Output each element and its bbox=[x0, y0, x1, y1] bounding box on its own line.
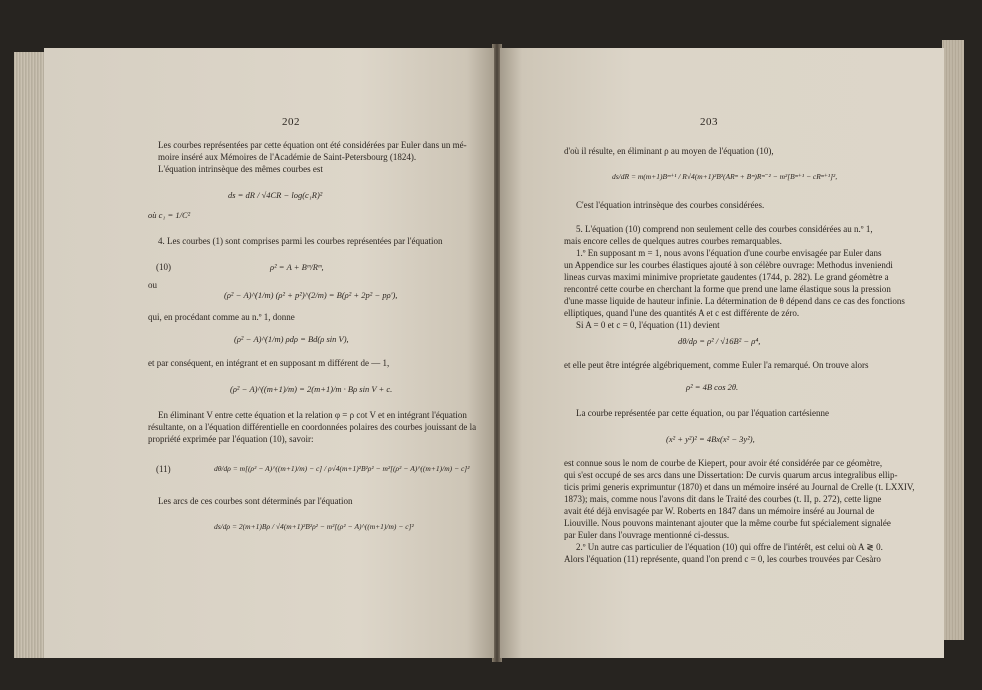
text-line: d'une masse liquide de hauteur infinie. La détermination de θ dépend dans ce cas des fonctions bbox=[564, 296, 905, 306]
right-page-number: 203 bbox=[700, 116, 718, 128]
equation: ρ² = 4B cos 2θ. bbox=[686, 382, 739, 392]
text-line: avait été déjà envisagée par W. Roberts en 1847 dans un mémoire inséré au Journal de bbox=[564, 506, 875, 516]
text-line: ticis primi generis exprimuntur (1870) et dans un mémoire inséré au Journal de Crelle (t. LXXIV, bbox=[564, 482, 915, 492]
text-line: Les arcs de ces courbes sont déterminés par l'équation bbox=[158, 496, 353, 506]
equation: ds = dR / √4CR − log(c₁R)² bbox=[228, 190, 323, 200]
equation: dθ/dρ = m[(ρ² − A)^((m+1)/m) − c] / ρ√4(m+1)²B²ρ² − m²[(ρ² − A)^((m+1)/m) − c]² bbox=[214, 464, 470, 473]
equation-label: (11) bbox=[156, 464, 171, 474]
text-line: En éliminant V entre cette équation et la relation φ = ρ cot V et en intégrant l'équation bbox=[158, 410, 467, 420]
text-line: d'où il résulte, en éliminant ρ au moyen de l'équation (10), bbox=[564, 146, 774, 156]
text-line: propriété exprimée par l'équation (10), savoir: bbox=[148, 434, 314, 444]
right-page bbox=[500, 48, 944, 658]
left-page-edges bbox=[14, 52, 46, 658]
equation: (ρ² − A)^(1/m) ρdρ = Bd(ρ sin V), bbox=[234, 334, 349, 344]
text-line: est connue sous le nom de courbe de Kiepert, pour avoir été considérée par ce géomètre, bbox=[564, 458, 883, 468]
equation: (x² + y²)² = 4Bx(x² − 3y²), bbox=[666, 434, 755, 444]
text-line: mais encore celles de quelques autres courbes remarquables. bbox=[564, 236, 782, 246]
text-line: C'est l'équation intrinsèque des courbes considérées. bbox=[576, 200, 765, 210]
text-line: qui s'est occupé de ses arcs dans une Dissertation: De curvis quarum arcus integralibus ellip- bbox=[564, 470, 898, 480]
equation: dθ/dρ = ρ² / √16B² − ρ⁴, bbox=[678, 336, 761, 346]
text-line: 1873); mais, comme nous l'avons dit dans le Traité des courbes (t. II, p. 272), cette ligne bbox=[564, 494, 882, 504]
text-line: lineas curvas maximi minimive proprietate gaudentes (1744, p. 282). Le grand géomètre a bbox=[564, 272, 889, 282]
right-page-edges bbox=[942, 40, 964, 640]
text-line: par Euler dans l'ouvrage mentionné ci-dessus. bbox=[564, 530, 730, 540]
text-line: un Appendice sur les courbes élastiques ajouté à son célèbre ouvrage: Methodus inveniendi bbox=[564, 260, 893, 270]
text-line: Si A = 0 et c = 0, l'équation (11) devient bbox=[576, 320, 720, 330]
equation: (ρ² − A)^(1/m) (ρ² + p²)^(2/m) = B(ρ² + 2p² − pρ'), bbox=[224, 290, 398, 300]
text-line: 2.º Un autre cas particulier de l'équation (10) qui offre de l'intérêt, est celui où A ≷ 0. bbox=[576, 542, 883, 552]
text-line: 5. L'équation (10) comprend non seulement celle des courbes considérées au n.º 1, bbox=[576, 224, 873, 234]
text-line: et par conséquent, en intégrant et en supposant m différent de — 1, bbox=[148, 358, 390, 368]
equation: ds/dR = m(m+1)Bᵐ⁺¹ / R√4(m+1)²B²(ARᵐ + Bᵐ)Rᵐ⁻² − m²[Bᵐ⁺¹ − cRᵐ⁺¹]², bbox=[612, 172, 838, 181]
text-line: Les courbes représentées par cette équation ont été considérées par Euler dans un mé- bbox=[158, 140, 467, 150]
text-line: rencontré cette courbe en cherchant la forme que prend une lame élastique sous la pression bbox=[564, 284, 891, 294]
text-line: ou bbox=[148, 280, 157, 290]
text-line: résultante, on a l'équation différentielle en coordonnées polaires des courbes jouissant de la bbox=[148, 422, 477, 432]
text-line: et elle peut être intégrée algébriquement, comme Euler l'a remarqué. On trouve alors bbox=[564, 360, 869, 370]
text-line: 4. Les courbes (1) sont comprises parmi les courbes représentées par l'équation bbox=[158, 236, 443, 246]
text-line: 1.º En supposant m = 1, nous avons l'équation d'une courbe envisagée par Euler dans bbox=[576, 248, 882, 258]
equation-label: (10) bbox=[156, 262, 171, 272]
text-line: L'équation intrinsèque des mêmes courbes est bbox=[158, 164, 323, 174]
equation: ρ² = A + Bᵐ/Rᵐ, bbox=[270, 262, 324, 272]
equation: (ρ² − A)^((m+1)/m) = 2(m+1)/m · Bρ sin V + c. bbox=[230, 384, 393, 394]
text-line: qui, en procédant comme au n.º 1, donne bbox=[148, 312, 295, 322]
text-line: moire inséré aux Mémoires de l'Académie de Saint-Petersbourg (1824). bbox=[158, 152, 417, 162]
text-line: Liouville. Nous pouvons maintenant ajouter que la même courbe fut spécialement signalée bbox=[564, 518, 891, 528]
left-page-number: 202 bbox=[282, 116, 300, 128]
text-line: elliptiques, quand l'une des quantités A et c est différente de zéro. bbox=[564, 308, 800, 318]
equation: où c₁ = 1/C² bbox=[148, 210, 191, 220]
equation: ds/dρ = 2(m+1)Bρ / √4(m+1)²B²ρ² − m²[(ρ² − A)^((m+1)/m) − c]² bbox=[214, 522, 414, 531]
text-line: Alors l'équation (11) représente, quand l'on prend c = 0, les courbes trouvées par Cesàro bbox=[564, 554, 881, 564]
left-page bbox=[44, 48, 494, 658]
text-line: La courbe représentée par cette équation, ou par l'équation cartésienne bbox=[576, 408, 829, 418]
